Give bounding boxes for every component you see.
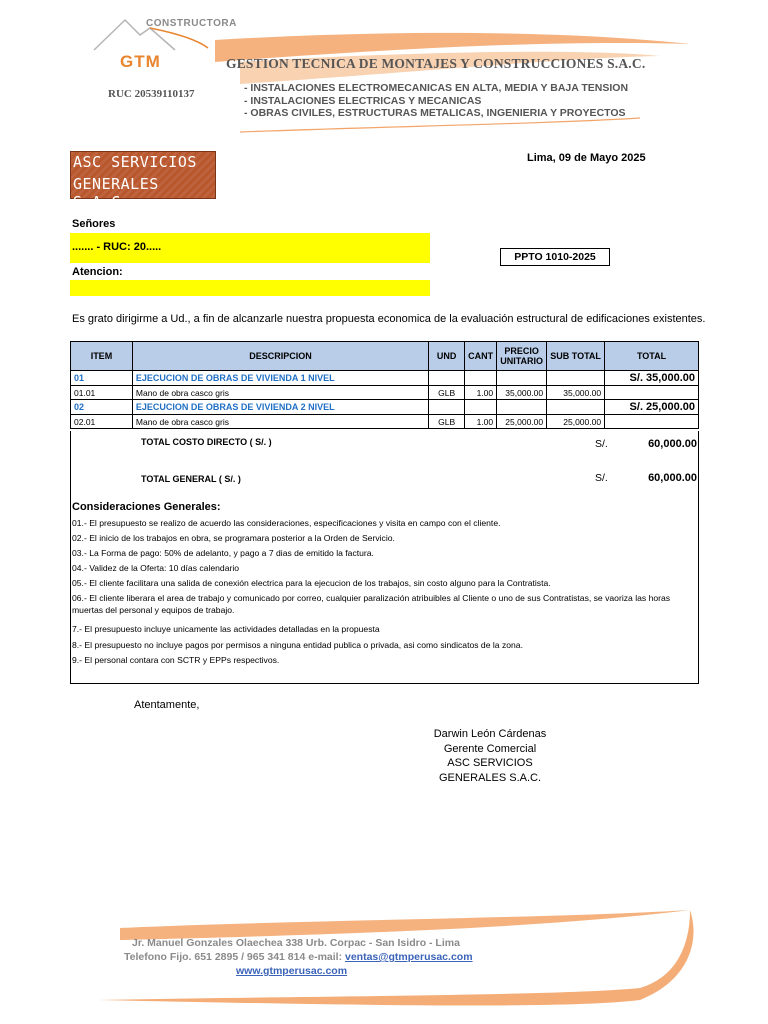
company-name: GESTION TECNICA DE MONTAJES Y CONSTRUCCIONES S.A.C. — [226, 56, 646, 71]
cell-precio — [497, 400, 547, 415]
intro-text: Es grato dirigirme a Ud., a fin de alcanzarle nuestra propuesta economica de la evaluación estructural de edificaciones existentes. — [72, 313, 706, 325]
document-date: Lima, 09 de Mayo 2025 — [527, 152, 646, 164]
ppto-code-box: PPTO 1010-2025 — [500, 248, 610, 266]
header-descripcion: DESCRIPCION — [132, 342, 428, 371]
closing-text: Atentamente, — [134, 699, 200, 711]
total-general-value: 60,000.00 — [648, 472, 697, 484]
header-cant: CANT — [465, 342, 497, 371]
cell-descripcion: Mano de obra casco gris — [132, 415, 428, 429]
cell-item: 01 — [71, 371, 133, 386]
senores-label: Señores — [72, 218, 116, 230]
cell-item: 02.01 — [71, 415, 133, 429]
cell-item: 02 — [71, 400, 133, 415]
considerations-title: Consideraciones Generales: — [72, 501, 221, 513]
cell-total: S/. 25,000.00 — [605, 400, 699, 415]
total-general-label: TOTAL GENERAL ( S/. ) — [141, 474, 241, 484]
footer-contact — [124, 951, 473, 963]
header-item: ITEM — [71, 342, 133, 371]
service-line: - OBRAS CIVILES, ESTRUCTURAS METALICAS, INGENIERIA Y PROYECTOS — [244, 107, 626, 119]
service-line: - INSTALACIONES ELECTRICAS Y MECANICAS — [244, 95, 482, 107]
signer-company: ASC SERVICIOS — [447, 757, 533, 769]
cell-subtotal: 25,000.00 — [547, 415, 605, 429]
cell-precio: 25,000.00 — [497, 415, 547, 429]
cell-und — [429, 371, 465, 386]
recipient-ruc: ....... - RUC: 20..... — [72, 241, 162, 253]
consideration-item: 03.- La Forma de pago: 50% de adelanto, y pago a 7 dias de emitido la factura. — [72, 548, 374, 558]
cell-und — [429, 400, 465, 415]
cell-descripcion: EJECUCION DE OBRAS DE VIVIENDA 2 NIVEL — [132, 400, 428, 415]
cell-total — [605, 415, 699, 429]
total-costo-directo-value: 60,000.00 — [648, 438, 697, 450]
table-row — [71, 415, 699, 429]
highlight-atencion — [70, 280, 430, 296]
total-general-currency: S/. — [595, 472, 608, 484]
table-row — [71, 371, 699, 386]
cell-precio — [497, 371, 547, 386]
footer-website-link[interactable]: www.gtmperusac.com — [236, 965, 348, 977]
consideration-item: 8.- El presupuesto no incluye pagos por permisos a ninguna entidad publica o privada, asi como sindicatos de la zona. — [72, 640, 523, 650]
signer-name: Darwin León Cárdenas — [433, 728, 547, 740]
total-costo-directo-currency: S/. — [595, 438, 608, 450]
cell-descripcion: Mano de obra casco gris — [132, 386, 428, 400]
header-subtotal: SUB TOTAL — [547, 342, 605, 371]
consideration-item: 9.- El personal contara con SCTR y EPPs respectivos. — [72, 655, 280, 665]
total-costo-directo-label: TOTAL COSTO DIRECTO ( S/. ) — [141, 437, 272, 447]
service-line: - INSTALACIONES ELECTROMECANICAS EN ALTA, MEDIA Y BAJA TENSION — [244, 82, 629, 94]
cell-total — [605, 386, 699, 400]
client-logo — [70, 151, 216, 211]
atencion-label: Atencion: — [72, 266, 123, 278]
cell-cant — [465, 400, 497, 415]
consideration-item: 06.- El cliente liberara el area de trabajo y comunicado por correo, cualquier paralización atribuibles al Cliente o uno de sus Contratistas, se vaoriza las horas muertas del personal y equipos de trabajo. — [72, 593, 671, 615]
signer-company: GENERALES S.A.C. — [438, 772, 542, 784]
footer-phone-text: Telefono Fijo. 651 2895 / 965 341 814 e-mail: — [124, 951, 345, 963]
consideration-item: 05.- El cliente facilitara una salida de conexión electrica para la ejecucion de los trabajos, sin costo alguno para la Contratista. — [72, 578, 551, 588]
cell-total: S/. 35,000.00 — [605, 371, 699, 386]
cell-und: GLB — [429, 415, 465, 429]
cell-und: GLB — [429, 386, 465, 400]
cell-cant: 1.00 — [465, 415, 497, 429]
header-total: TOTAL — [605, 342, 699, 371]
header-precio: PRECIO UNITARIO — [497, 342, 547, 371]
cell-descripcion: EJECUCION DE OBRAS DE VIVIENDA 1 NIVEL — [132, 371, 428, 386]
consideration-item: 02.- El inicio de los trabajos en obra, se programara posterior a la Orden de Servicio. — [72, 533, 395, 543]
consideration-item: 04.- Validez de la Oferta: 10 días calendario — [72, 563, 240, 573]
logo-gtm-text: GTM — [120, 52, 161, 71]
cell-subtotal — [547, 400, 605, 415]
footer-address: Jr. Manuel Gonzales Olaechea 338 Urb. Corpac - San Isidro - Lima — [132, 937, 460, 949]
client-logo-line: GENERALES S.A.C. — [73, 175, 159, 211]
header-und: UND — [429, 342, 465, 371]
cell-precio: 35,000.00 — [497, 386, 547, 400]
table-row — [71, 400, 699, 415]
footer-email-link[interactable]: ventas@gtmperusac.com — [345, 951, 473, 963]
logo-constructora-text: CONSTRUCTORA — [146, 18, 237, 29]
cell-cant — [465, 371, 497, 386]
consideration-item: 01.- El presupuesto se realizo de acuerdo las consideraciones, especificaciones y visita en campo con el cliente. — [72, 518, 501, 528]
company-ruc: RUC 20539110137 — [108, 88, 195, 100]
client-logo-line: ASC SERVICIOS — [73, 153, 197, 171]
signer-role: Gerente Comercial — [443, 743, 537, 755]
consideration-item: 7.- El presupuesto incluye unicamente las actividades detalladas en la propuesta — [72, 624, 380, 634]
cell-item: 01.01 — [71, 386, 133, 400]
cell-cant: 1.00 — [465, 386, 497, 400]
cell-subtotal: 35,000.00 — [547, 386, 605, 400]
table-header-row — [71, 342, 699, 371]
table-row — [71, 386, 699, 400]
quote-table — [70, 341, 699, 429]
cell-subtotal — [547, 371, 605, 386]
